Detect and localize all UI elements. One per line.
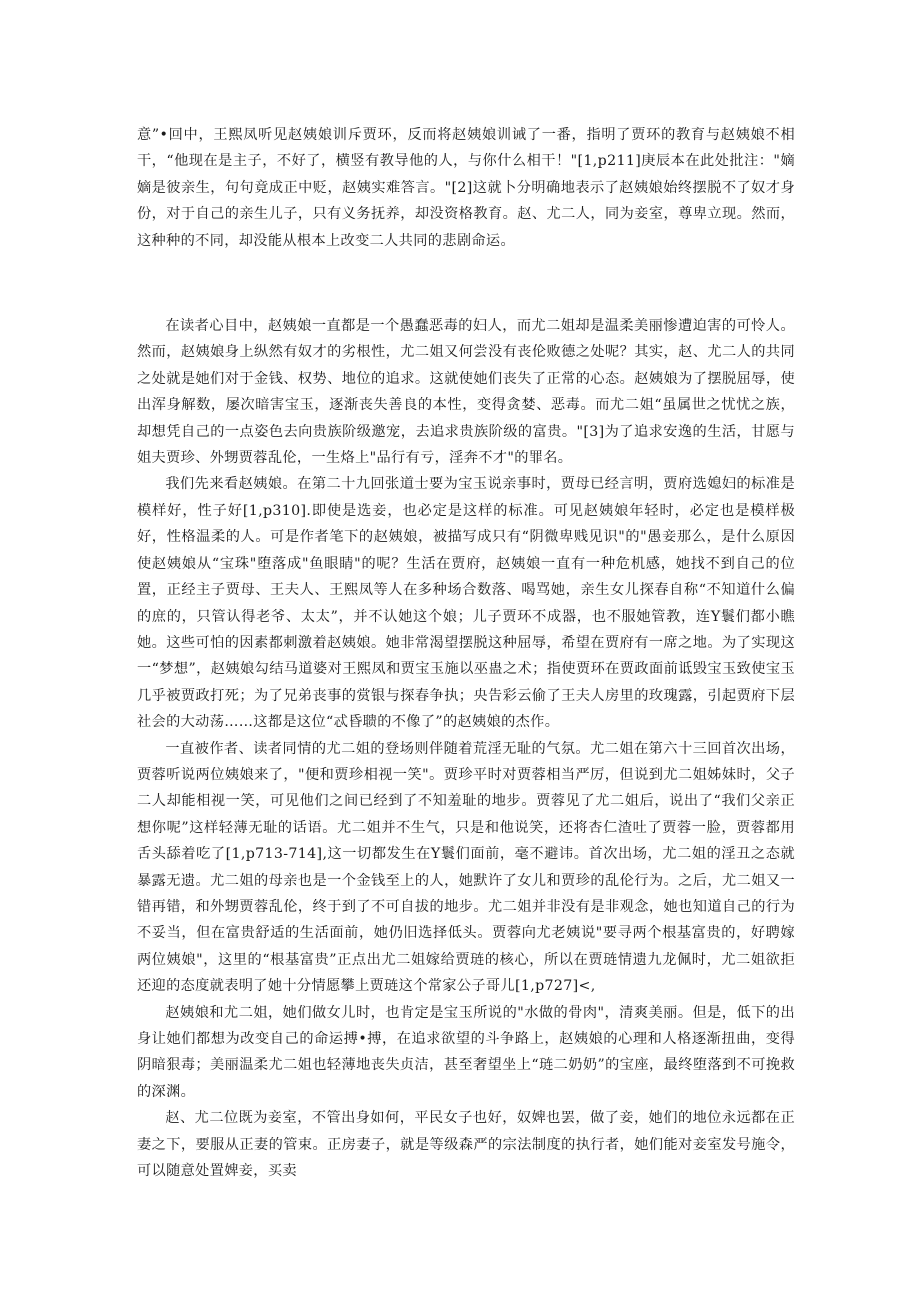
paragraph-you-erjie: 一直被作者、读者同情的尤二姐的登场则伴随着荒淫无耻的气氛。尤二姐在第六十三回首次出场，贾蓉听说两位姨娘来了，"便和贾珍相视一笑"。贾珍平时对贾蓉相当严厉，但说到尤二姐姊妹时，父子二人却能相视一笑，可见他们之间已经到了不知羞耻的地步。贾蓉见了尤二姐后，说出了“我们父亲正想你呢”这样轻薄无耻的话语。尤二姐并不生气，只是和他说笑，还将杏仁渣吐了贾蓉一脸，贾蓉都用舌头舔着吃了[1,p713-714],这一切都发生在Y鬟们面前，毫不避讳。首次出场，尤二姐的淫丑之态就暴露无遗。尤二姐的母亲也是一个金钱至上的人，她默许了女儿和贾珍的乱伦行为。之后，尤二姐又一错再错，和外甥贾蓉乱伦，终于到了不可自拔的地步。尤二姐并非没有是非观念，她也知道自己的行为不妥当，但在富贵舒适的生活面前，她仍旧选择低头。贾蓉向尤老姨说"要寻两个根基富贵的，好聘嫁两位姨娘"，这里的“根基富贵”正点出尤二姐嫁给贾琏的核心，所以在贾琏情遗九龙佩时，尤二姐欲拒还迎的态度就表明了她十分情愿攀上贾琏这个常家公子哥儿[1,p727]<, (137, 740, 795, 995)
section-spacer (137, 254, 795, 313)
paragraph-concubine-status: 赵、尤二位既为妾室，不管出身如何，平民女子也好，奴婢也罢，做了妾，她们的地位永远都在正妻之下，要服从正妻的管束。正房妻子，就是等级森严的宗法制度的执行者，她们能对妾室发号施令，可以随意处置婢妾，买卖 (137, 1110, 795, 1180)
paragraph-continuation: 意”•回中，王熙凤听见赵姨娘训斥贾环，反而将赵姨娘训诫了一番，指明了贾环的教育与赵姨娘不相干，“他现在是主子，不好了，横竖有教导他的人，与你什么相干！"[1,p211]庚辰本在此处批注："嫡嫡是彼亲生，句句竟成正中贬，赵姨实难答言。"[2]这就卜分明确地表示了赵姨娘始终摆脱不了奴才身份，对于自己的亲生儿子，只有义务抚养，却没资格教育。赵、尤二人，同为妾室，尊卑立现。然而，这种种的不同，却没能从根本上改变二人共同的悲剧命运。 (137, 127, 795, 249)
document-page (137, 122, 795, 1184)
paragraph-zhao-yiniang: 我们先来看赵姨娘。在第二十九回张道士要为宝玉说亲事时，贾母已经言明，贾府选媳妇的标准是模样好，性子好[1,p310].即使是选妾，也必定是这样的标准。可见赵姨娘年轻时，必定也是模样极好，性格温柔的人。可是作者笔下的赵姨娘，被描写成只有“阴微卑贱见识"的"愚妾那么，是什么原因使赵姨娘从“宝珠"堕落成"鱼眼睛"的呢？生活在贾府，赵姨娘一直有一种危机感，她找不到自己的位置，正经主子贾母、王夫人、王熙凤等人在多种场合数落、喝骂她，亲生女儿探春自称“不知道什么偏的庶的，只管认得老爷、太太”，并不认她这个娘；儿子贾环不成器，也不服她管教，连Y鬟们都小瞧她。这些可怕的因素都刺激着赵姨娘。她非常渴望摆脱这种屈辱，希望在贾府有一席之地。为了实现这一“梦想”，赵姨娘勾结马道婆对王熙凤和贾宝玉施以巫蛊之术；指使贾环在贾政面前诋毁宝玉致使宝玉几乎被贾政打死；为了兄弟丧事的赏银与探春争执；央告彩云偷了王夫人房里的玫瑰露，引起贾府下层社会的大动荡……这都是这位“忒昏聩的不像了”的赵姨娘的杰作。 (137, 476, 795, 731)
paragraph-comparison: 赵姨娘和尤二姐，她们做女儿时，也肯定是宝玉所说的"水做的骨肉"，清爽美丽。但是，低下的出身让她们都想为改变自己的命运搏•搏，在追求欲望的斗争路上，赵姨娘的心理和人格逐渐扭曲，变得阴暗狠毒；美丽温柔尤二姐也轻薄地丧失贞洁，甚至奢望坐上“琏二奶奶”的宝座，最终堕落到不可挽救的深渊。 (137, 1004, 795, 1100)
paragraph-readers-view: 在读者心目中，赵姨娘一直都是一个愚蠢恶毒的妇人，而尤二姐却是温柔美丽惨遭迫害的可怜人。然而，赵姨娘身上纵然有奴才的劣根性，尤二姐又何尝没有丧伦败德之处呢？其实，赵、尤二人的共同之处就是她们对于金钱、权势、地位的追求。这就使她们丧失了正常的心态。赵姨娘为了摆脱屈辱，使出浑身解数，屡次暗害宝玉，逐渐丧失善良的本性，变得贪婪、恶毒。而尤二姐“虽属世之忧忧之族，却想凭自己的一点姿色去向贵族阶级邀宠，去追求贵族阶级的富贵。"[3]为了追求安逸的生活，甘愿与姐夫贾珍、外甥贾蓉乱伦，一生烙上"品行有亏，淫奔不才"的罪名。 (137, 318, 795, 467)
